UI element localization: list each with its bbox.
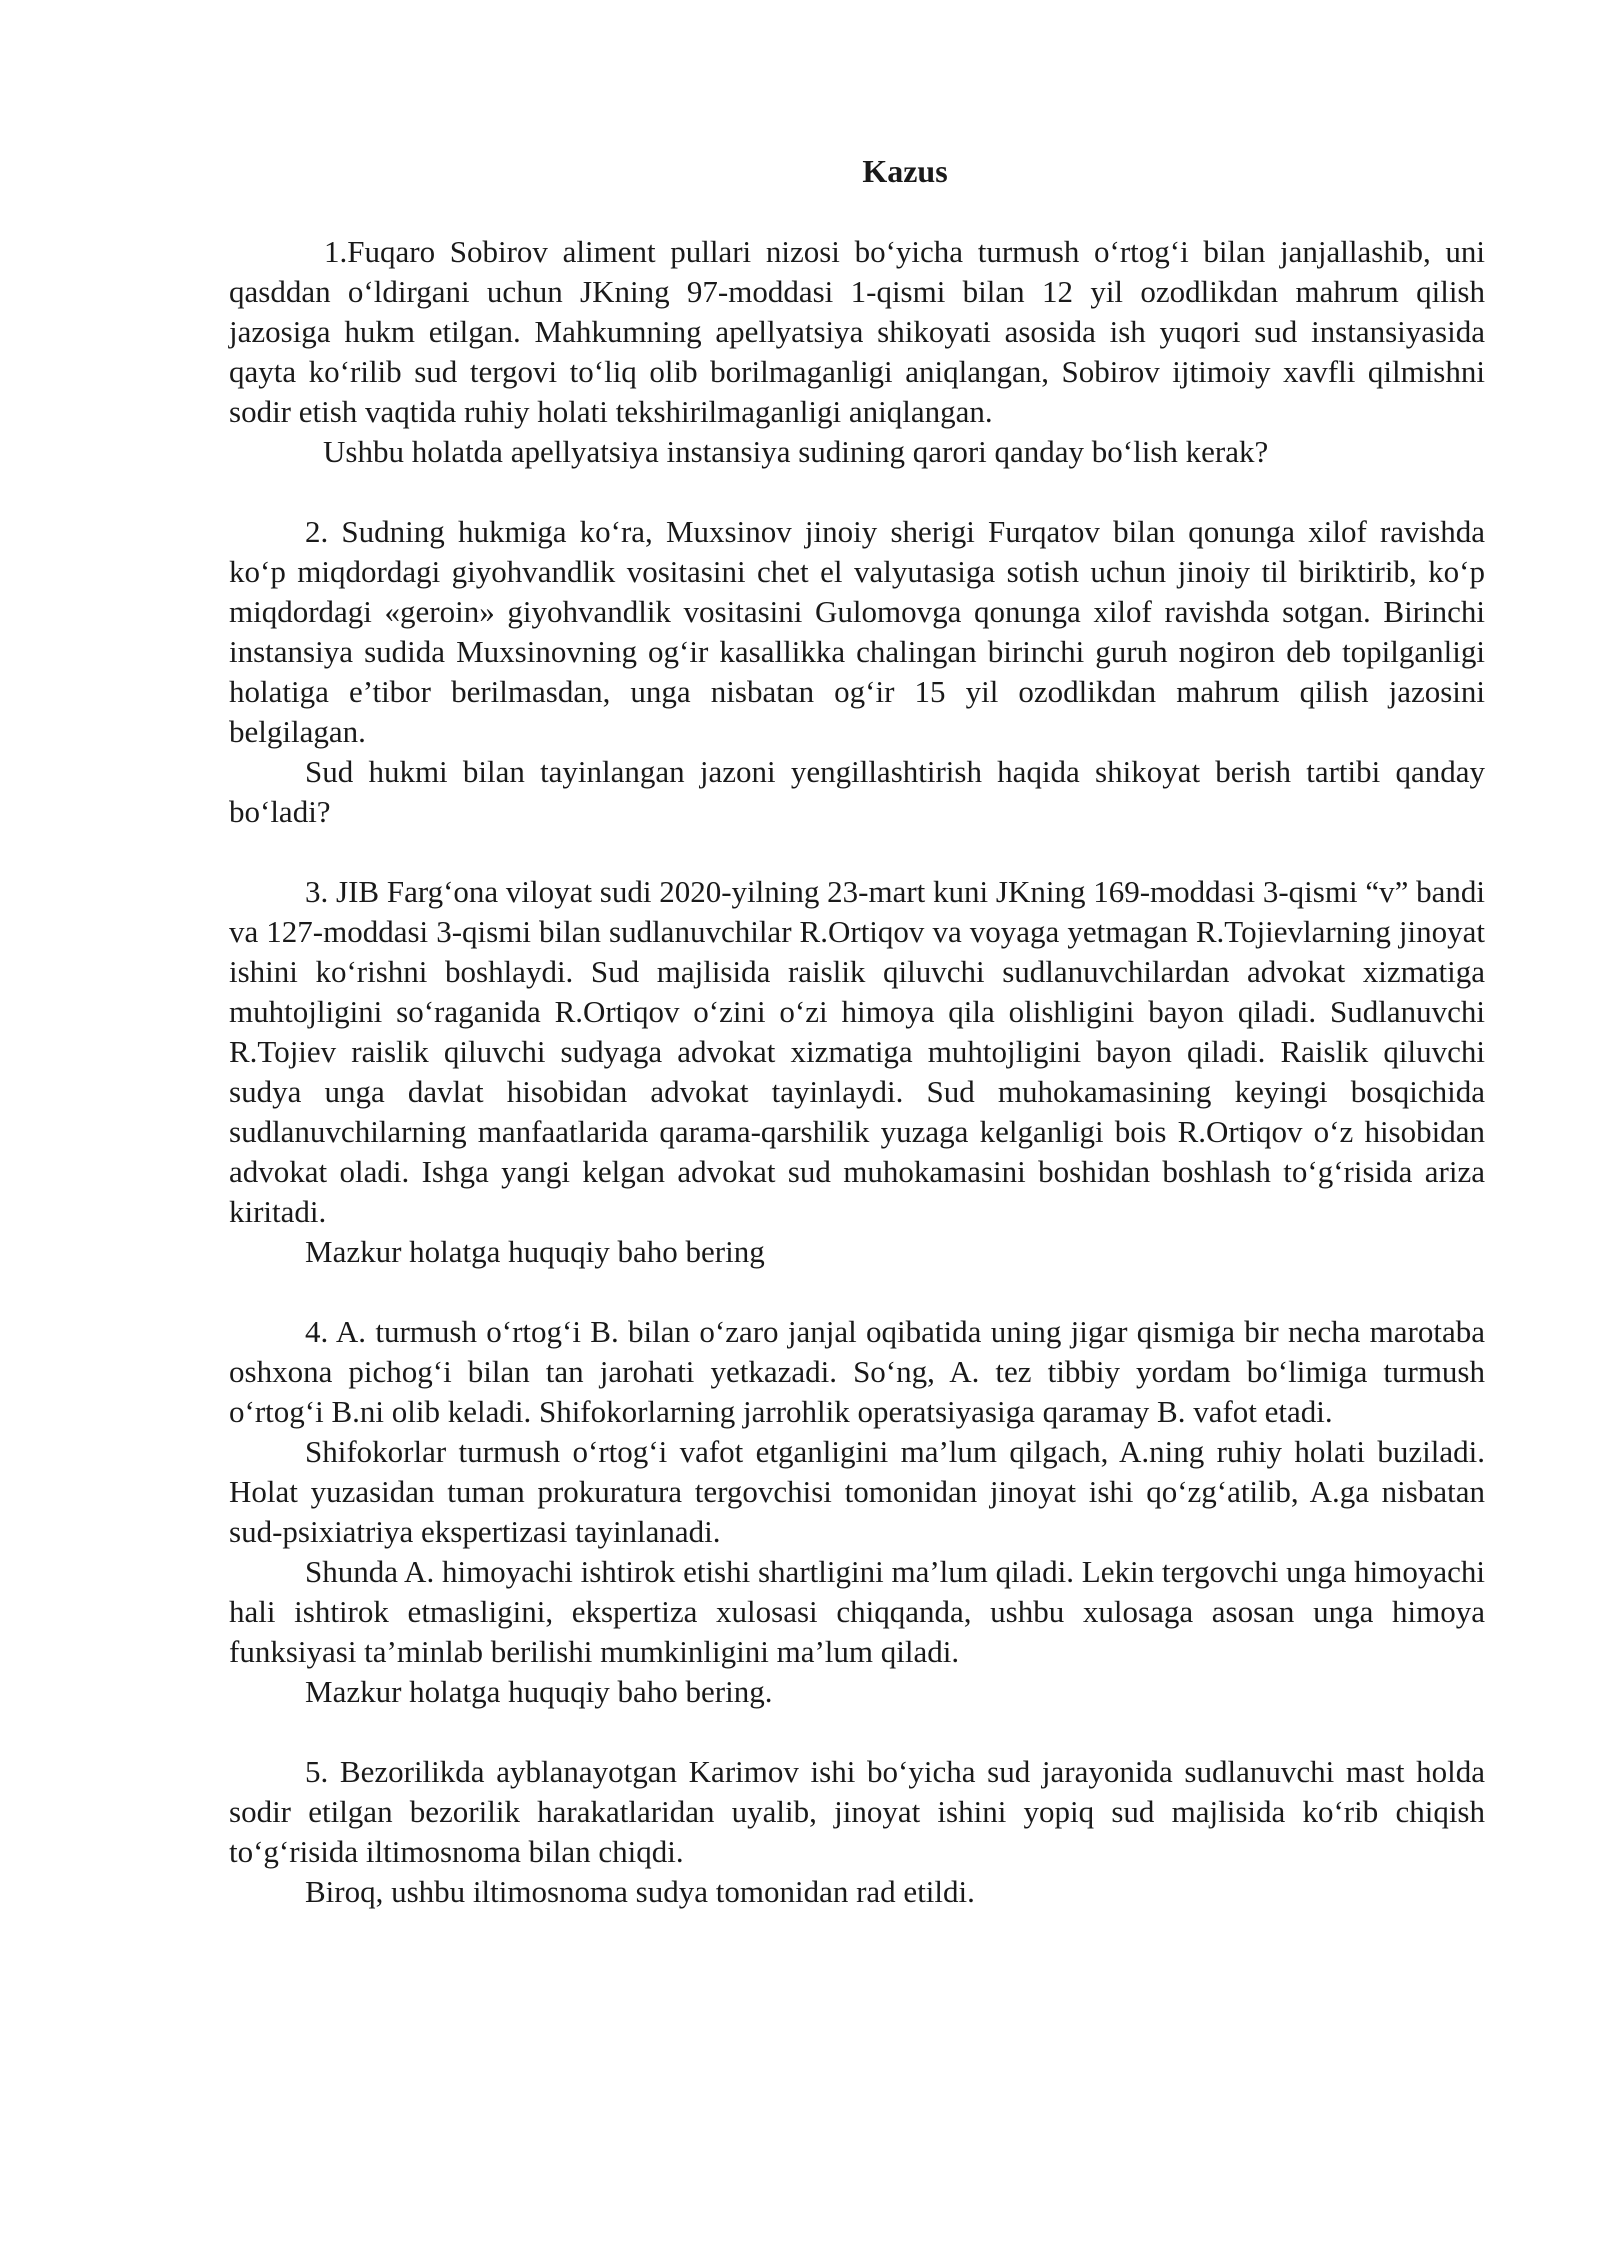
document-body (229, 232, 1485, 1912)
case-3-paragraph-1: 3. JIB Farg‘ona viloyat sudi 2020-yilning 23-mart kuni JKning 169-moddasi 3-qismi “v” bandi va 127-moddasi 3-qismi bilan sudlanuvchilar R.Ortiqov va voyaga yetmagan R.Tojievlarning jinoyat ishini ko‘rishni boshlaydi. Sud majlisida raislik qiluvchi sudlanuvchilardan advokat xizmatiga muhtojligini so‘raganida R.Ortiqov o‘zini o‘zi himoya qila olishligini bayon qiladi. Sudlanuvchi R.Tojiev raislik qiluvchi sudyaga advokat xizmatiga muhtojligini bayon qiladi. Raislik qiluvchi sudya unga davlat hisobidan advokat tayinlaydi. Sud muhokamasining keyingi bosqichida sudlanuvchilarning manfaatlarida qarama-qarshilik yuzaga kelganligi bois R.Ortiqov o‘z hisobidan advokat oladi. Ishga yangi kelgan advokat sud muhokamasini boshidan boshlash to‘g‘risida ariza kiritadi. (229, 874, 1485, 1229)
document-title: Kazus (862, 153, 948, 189)
case-4-paragraph-1: 4. A. turmush o‘rtog‘i B. bilan o‘zaro janjal oqibatida uning jigar qismiga bir necha marotaba oshxona pichog‘i bilan tan jarohati yetkazadi. So‘ng, A. tez tibbiy yordam bo‘limiga turmush o‘rtog‘i B.ni olib keladi. Shifokorlarning jarrohlik operatsiyasiga qaramay B. vafot etadi. (229, 1314, 1485, 1429)
case-4 (229, 1312, 1485, 1712)
case-2 (229, 512, 1485, 832)
case-1 (229, 232, 1485, 472)
case-4-paragraph-3: Shunda A. himoyachi ishtirok etishi shartligini ma’lum qiladi. Lekin tergovchi unga himoyachi hali ishtirok etmasligini, ekspertiza xulosasi chiqqanda, ushbu xulosaga asosan unga himoya funksiyasi ta’minlab berilishi mumkinligini ma’lum qiladi. (229, 1554, 1485, 1669)
case-5 (229, 1752, 1485, 1912)
case-3 (229, 872, 1485, 1272)
case-1-paragraph-1: 1.Fuqaro Sobirov aliment pullari nizosi bo‘yicha turmush o‘rtog‘i bilan janjallashib, uni qasddan o‘ldirgani uchun JKning 97-moddasi 1-qismi bilan 12 yil ozodlikdan mahrum qilish jazosiga hukm etilgan. Mahkumning apellyatsiya shikoyati asosida ish yuqori sud instansiyasida qayta ko‘rilib sud tergovi to‘liq olib borilmaganligi aniqlangan, Sobirov ijtimoiy xavfli qilmishni sodir etish vaqtida ruhiy holati tekshirilmaganligi aniqlangan. (229, 234, 1485, 429)
case-5-paragraph-2: Biroq, ushbu iltimosnoma sudya tomonidan rad etildi. (305, 1874, 975, 1909)
case-4-paragraph-2: Shifokorlar turmush o‘rtog‘i vafot etganligini ma’lum qilgach, A.ning ruhiy holati buziladi. Holat yuzasidan tuman prokuratura tergovchisi tomonidan jinoyat ishi qo‘zg‘atilib, A.ga nisbatan sud-psixiatriya ekspertizasi tayinlanadi. (229, 1434, 1485, 1549)
case-2-question: Sud hukmi bilan tayinlangan jazoni yengillashtirish haqida shikoyat berish tartibi qanday bo‘ladi? (229, 754, 1485, 829)
case-5-paragraph-1: 5. Bezorilikda ayblanayotgan Karimov ishi bo‘yicha sud jarayonida sudlanuvchi mast holda sodir etilgan bezorilik harakatlaridan uyalib, jinoyat ishini yopiq sud majlisida ko‘rib chiqish to‘g‘risida iltimosnoma bilan chiqdi. (229, 1754, 1485, 1869)
case-4-question: Mazkur holatga huquqiy baho bering. (305, 1674, 773, 1709)
case-3-question: Mazkur holatga huquqiy baho bering (305, 1234, 765, 1269)
case-1-question: Ushbu holatda apellyatsiya instansiya sudining qarori qanday bo‘lish kerak? (323, 434, 1269, 469)
case-2-paragraph-1: 2. Sudning hukmiga ko‘ra, Muxsinov jinoiy sherigi Furqatov bilan qonunga xilof ravishda ko‘p miqdordagi giyohvandlik vositasini chet el valyutasiga sotish uchun jinoiy til biriktirib, ko‘p miqdordagi «geroin» giyohvandlik vositasini Gulomovga qonunga xilof ravishda sotgan. Birinchi instansiya sudida Muxsinovning og‘ir kasallikka chalingan birinchi guruh nogiron deb topilganligi holatiga e’tibor berilmasdan, unga nisbatan og‘ir 15 yil ozodlikdan mahrum qilish jazosini belgilagan. (229, 514, 1485, 749)
